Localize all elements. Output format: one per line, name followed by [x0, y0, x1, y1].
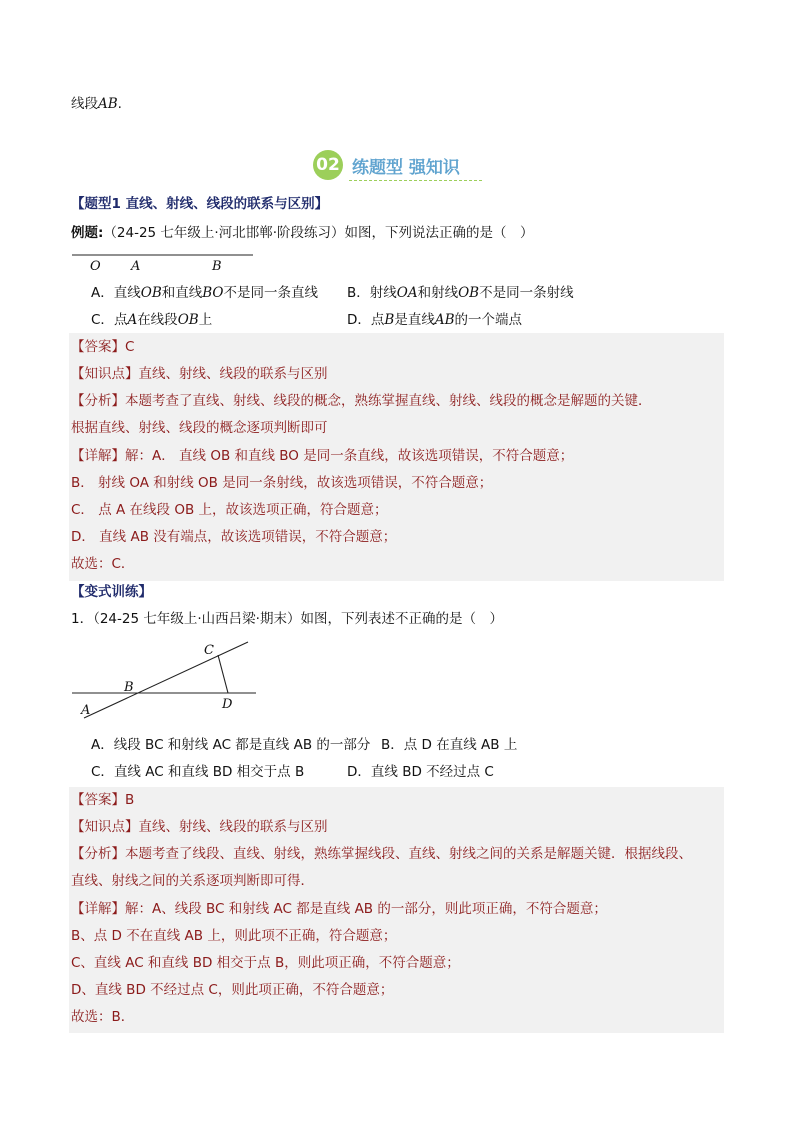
- variant-detail-c: C、直线 AC 和直线 BD 相交于点 B，则此项正确，不符合题意；: [71, 955, 460, 971]
- example-option-c: C．点A在线段OB上: [91, 312, 213, 328]
- topic-heading: 【题型1 直线、射线、线段的联系与区别】: [71, 196, 329, 212]
- section-banner-title: 练题型 强知识: [352, 158, 460, 178]
- example-detail-a: 【详解】解：A． 直线 OB 和直线 BO 是同一条直线，故该选项错误，不符合题意；: [71, 448, 574, 464]
- figure-label-b: B: [212, 259, 222, 274]
- variant-option-d: D．直线 BD 不经过点 C: [347, 764, 494, 780]
- example-knowledge: 【知识点】直线、射线、线段的联系与区别: [71, 366, 328, 382]
- figure-label-a: A: [81, 703, 91, 718]
- example-option-a: A．直线OB和直线BO不是同一条直线: [91, 285, 318, 301]
- variant-detail-a: 【详解】解：A、线段 BC 和射线 AC 都是直线 AB 的一部分，则此项正确，不符合题意；: [71, 901, 607, 917]
- variant-knowledge: 【知识点】直线、射线、线段的联系与区别: [71, 819, 328, 835]
- intro-suffix: .: [117, 96, 122, 112]
- variant-detail-d: D、直线 BD 不经过点 C，则此项正确，不符合题意；: [71, 982, 394, 998]
- figure-label-o: O: [90, 259, 101, 274]
- figure-label-a: A: [131, 259, 141, 274]
- section-banner: [313, 150, 483, 184]
- variant-question-number: 1．: [71, 611, 94, 627]
- banner-underline: [349, 180, 482, 181]
- example-analysis-2: 根据直线、射线、线段的概念逐项判断即可: [71, 420, 328, 436]
- example-detail-b: B． 射线 OA 和射线 OB 是同一条射线，故该选项错误，不符合题意；: [71, 475, 493, 491]
- example-label: 例题:: [71, 225, 104, 241]
- example-question: [71, 224, 534, 242]
- variant-analysis-1: 【分析】本题考查了线段、直线、射线，熟练掌握线段、直线、射线之间的关系是解题关键．根据线段、: [71, 846, 692, 862]
- geometry-figure: [70, 636, 270, 722]
- segment-c-to-bd: [218, 655, 228, 693]
- variant-question: [71, 610, 503, 628]
- example-option-b: B．射线OA和射线OB不是同一条射线: [347, 285, 574, 301]
- example-source: （24-25 七年级上·河北邯郸·阶段练习）: [103, 225, 345, 241]
- example-detail-d: D． 直线 AB 没有端点，故该选项错误，不符合题意；: [71, 529, 397, 545]
- number-line-figure: [70, 247, 260, 275]
- example-answer: 【答案】C: [71, 339, 135, 355]
- variant-option-a: A．线段 BC 和射线 AC 都是直线 AB 的一部分: [91, 737, 371, 753]
- variant-question-source: （24-25 七年级上·山西吕梁·期末）: [93, 611, 301, 627]
- intro-line: [71, 95, 122, 113]
- intro-prefix: 线段: [71, 96, 98, 112]
- intro-var: AB: [98, 96, 118, 112]
- example-analysis-1: 【分析】本题考查了直线、射线、线段的概念，熟练掌握直线、射线、线段的概念是解题的关键．: [71, 393, 652, 409]
- example-question-text: 如图，下列说法正确的是（ ）: [344, 225, 534, 241]
- figure-label-d: D: [222, 697, 233, 712]
- variant-training-heading: 【变式训练】: [71, 584, 152, 600]
- variant-option-b: B．点 D 在直线 AB 上: [381, 737, 518, 753]
- variant-question-text: 如图，下列表述不正确的是（ ）: [300, 611, 503, 627]
- variant-detail-b: B、点 D 不在直线 AB 上，则此项不正确，符合题意；: [71, 928, 397, 944]
- variant-conclusion: 故选：B．: [71, 1009, 135, 1025]
- example-conclusion: 故选：C．: [71, 556, 135, 572]
- figure-label-b: B: [124, 680, 134, 695]
- figure-label-c: C: [204, 643, 214, 658]
- variant-answer: 【答案】B: [71, 792, 135, 808]
- section-number-badge: 02: [313, 150, 343, 180]
- variant-analysis-2: 直线、射线之间的关系逐项判断即可得．: [71, 873, 314, 889]
- variant-option-c: C．直线 AC 和直线 BD 相交于点 B: [91, 764, 305, 780]
- example-detail-c: C． 点 A 在线段 OB 上，故该选项正确，符合题意；: [71, 502, 388, 518]
- example-option-d: D．点B是直线AB的一个端点: [347, 312, 522, 328]
